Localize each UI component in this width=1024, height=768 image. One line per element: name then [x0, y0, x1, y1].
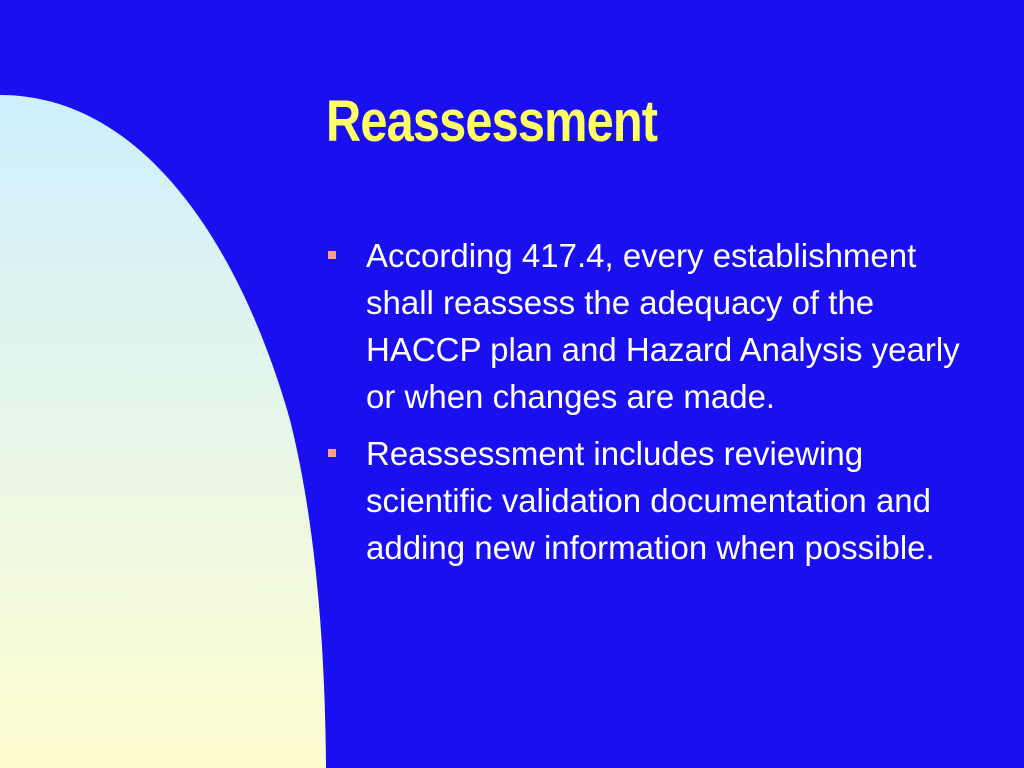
bullet-list: [328, 232, 988, 581]
bullet-item: [328, 430, 988, 571]
bullet-text: According 417.4, every establishment shall reassess the adequacy of the HACCP plan and Hazard Analysis yearly or when changes are made.: [366, 237, 960, 415]
square-bullet-icon: [328, 449, 336, 457]
slide-title: Reassessment: [326, 89, 658, 154]
square-bullet-icon: [328, 251, 336, 259]
bullet-text: Reassessment includes reviewing scientific validation documentation and adding new information when possible.: [366, 435, 935, 566]
bullet-item: [328, 232, 988, 420]
